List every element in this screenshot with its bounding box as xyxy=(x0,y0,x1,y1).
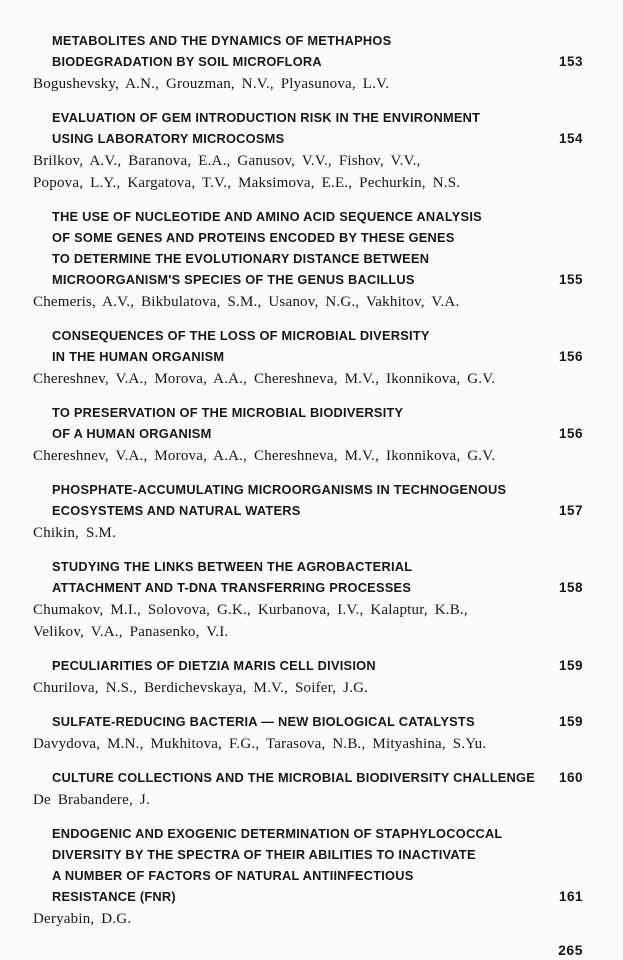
entry-authors xyxy=(33,522,583,544)
entry-title-line: TO DETERMINE THE EVOLUTIONARY DISTANCE BETWEEN xyxy=(52,251,430,266)
entry-authors xyxy=(33,677,583,699)
entry-title-row xyxy=(33,30,583,72)
entry-title xyxy=(33,823,503,907)
toc-entry xyxy=(33,711,583,755)
entry-page-number: 157 xyxy=(558,503,583,518)
entry-title-line: USING LABORATORY MICROCOSMS xyxy=(52,131,285,146)
entry-authors xyxy=(33,73,583,95)
entry-page-number: 156 xyxy=(558,349,583,364)
entry-title-line: SULFATE-REDUCING BACTERIA — NEW BIOLOGICAL CATALYSTS xyxy=(52,714,475,729)
entry-page-number: 159 xyxy=(558,658,583,673)
toc-entry xyxy=(33,402,583,467)
entry-title-line: OF A HUMAN ORGANISM xyxy=(52,426,212,441)
entry-title-row xyxy=(33,767,583,788)
entry-authors xyxy=(33,599,583,643)
entry-title xyxy=(33,402,403,444)
entry-author-line: De Brabandere, J. xyxy=(33,792,150,808)
entry-title-line: EVALUATION OF GEM INTRODUCTION RISK IN THE ENVIRONMENT xyxy=(52,110,481,125)
entry-title xyxy=(33,711,475,732)
entry-authors xyxy=(33,445,583,467)
entry-authors xyxy=(33,291,583,313)
entry-authors xyxy=(33,368,583,390)
entry-title-row xyxy=(33,655,583,676)
entry-title-line: ATTACHMENT AND T-DNA TRANSFERRING PROCESSES xyxy=(52,580,412,595)
entry-author-line: Velikov, V.A., Panasenko, V.I. xyxy=(33,624,229,640)
entry-authors xyxy=(33,789,583,811)
entry-title-line: IN THE HUMAN ORGANISM xyxy=(52,349,225,364)
entry-title-line: CULTURE COLLECTIONS AND THE MICROBIAL BIODIVERSITY CHALLENGE xyxy=(52,770,536,785)
entry-author-line: Chereshnev, V.A., Morova, A.A., Chereshneva, M.V., Ikonnikova, G.V. xyxy=(33,371,496,387)
entry-title-row xyxy=(33,402,583,444)
toc-entry xyxy=(33,823,583,930)
entry-authors xyxy=(33,733,583,755)
entry-page-number: 153 xyxy=(558,54,583,69)
entry-author-line: Churilova, N.S., Berdichevskaya, M.V., Soifer, J.G. xyxy=(33,680,369,696)
entry-title-line: A NUMBER OF FACTORS OF NATURAL ANTIINFECTIOUS xyxy=(52,868,414,883)
entry-title xyxy=(33,30,391,72)
entry-author-line: Chereshnev, V.A., Morova, A.A., Chereshneva, M.V., Ikonnikova, G.V. xyxy=(33,448,496,464)
entry-author-line: Davydova, M.N., Mukhitova, F.G., Tarasova, N.B., Mityashina, S.Yu. xyxy=(33,736,487,752)
entry-author-line: Chemeris, A.V., Bikbulatova, S.M., Usanov, N.G., Vakhitov, V.A. xyxy=(33,294,460,310)
entry-author-line: Chikin, S.M. xyxy=(33,525,116,541)
entry-title xyxy=(33,479,506,521)
entry-title-line: ECOSYSTEMS AND NATURAL WATERS xyxy=(52,503,301,518)
entry-title-line: STUDYING THE LINKS BETWEEN THE AGROBACTERIAL xyxy=(52,559,413,574)
entry-author-line: Deryabin, D.G. xyxy=(33,911,132,927)
entry-title-row xyxy=(33,325,583,367)
toc-entry xyxy=(33,556,583,643)
entry-title-line: CONSEQUENCES OF THE LOSS OF MICROBIAL DIVERSITY xyxy=(52,328,430,343)
entry-title xyxy=(33,107,480,149)
entry-title-line: MICROORGANISM'S SPECIES OF THE GENUS BACILLUS xyxy=(52,272,415,287)
toc-entry xyxy=(33,107,583,194)
entry-page-number: 156 xyxy=(558,426,583,441)
entry-title-line: PHOSPHATE-ACCUMULATING MICROORGANISMS IN TECHNOGENOUS xyxy=(52,482,507,497)
entry-page-number: 159 xyxy=(558,714,583,729)
entry-title-row xyxy=(33,556,583,598)
entry-author-line: Popova, L.Y., Kargatova, T.V., Maksimova, E.E., Pechurkin, N.S. xyxy=(33,175,461,191)
toc-entry xyxy=(33,655,583,699)
entry-authors xyxy=(33,150,583,194)
entry-page-number: 160 xyxy=(558,770,583,785)
entry-title-line: BIODEGRADATION BY SOIL MICROFLORA xyxy=(52,54,322,69)
folio-page-number: 265 xyxy=(558,942,583,958)
entry-title-line: RESISTANCE (FNR) xyxy=(52,889,176,904)
toc-entry xyxy=(33,479,583,544)
entry-authors xyxy=(33,908,583,930)
entry-page-number: 158 xyxy=(558,580,583,595)
entry-title xyxy=(33,556,412,598)
toc-entry xyxy=(33,30,583,95)
entry-title-row xyxy=(33,711,583,732)
entry-author-line: Brilkov, A.V., Baranova, E.A., Ganusov, V.V., Fishov, V.V., xyxy=(33,153,421,169)
entry-author-line: Chumakov, M.I., Solovova, G.K., Kurbanova, I.V., Kalaptur, K.B., xyxy=(33,602,468,618)
entry-title xyxy=(33,767,535,788)
entry-title-line: OF SOME GENES AND PROTEINS ENCODED BY THESE GENES xyxy=(52,230,455,245)
entry-title-line: PECULIARITIES OF DIETZIA MARIS CELL DIVISION xyxy=(52,658,376,673)
entry-title-line: ENDOGENIC AND EXOGENIC DETERMINATION OF STAPHYLOCOCCAL xyxy=(52,826,503,841)
entry-title-line: DIVERSITY BY THE SPECTRA OF THEIR ABILITIES TO INACTIVATE xyxy=(52,847,476,862)
entry-title xyxy=(33,206,482,290)
entry-title-row xyxy=(33,823,583,907)
entry-title-row xyxy=(33,107,583,149)
entry-title xyxy=(33,655,376,676)
toc-entry xyxy=(33,767,583,811)
toc-entries xyxy=(33,30,583,930)
entry-page-number: 154 xyxy=(558,131,583,146)
entry-page-number: 155 xyxy=(558,272,583,287)
entry-title-line: THE USE OF NUCLEOTIDE AND AMINO ACID SEQUENCE ANALYSIS xyxy=(52,209,482,224)
entry-title xyxy=(33,325,430,367)
entry-author-line: Bogushevsky, A.N., Grouzman, N.V., Plyasunova, L.V. xyxy=(33,76,390,92)
entry-title-row xyxy=(33,206,583,290)
entry-title-row xyxy=(33,479,583,521)
entry-title-line: TO PRESERVATION OF THE MICROBIAL BIODIVERSITY xyxy=(52,405,404,420)
entry-title-line: METABOLITES AND THE DYNAMICS OF METHAPHOS xyxy=(52,33,392,48)
entry-page-number: 161 xyxy=(558,889,583,904)
toc-entry xyxy=(33,206,583,313)
toc-entry xyxy=(33,325,583,390)
